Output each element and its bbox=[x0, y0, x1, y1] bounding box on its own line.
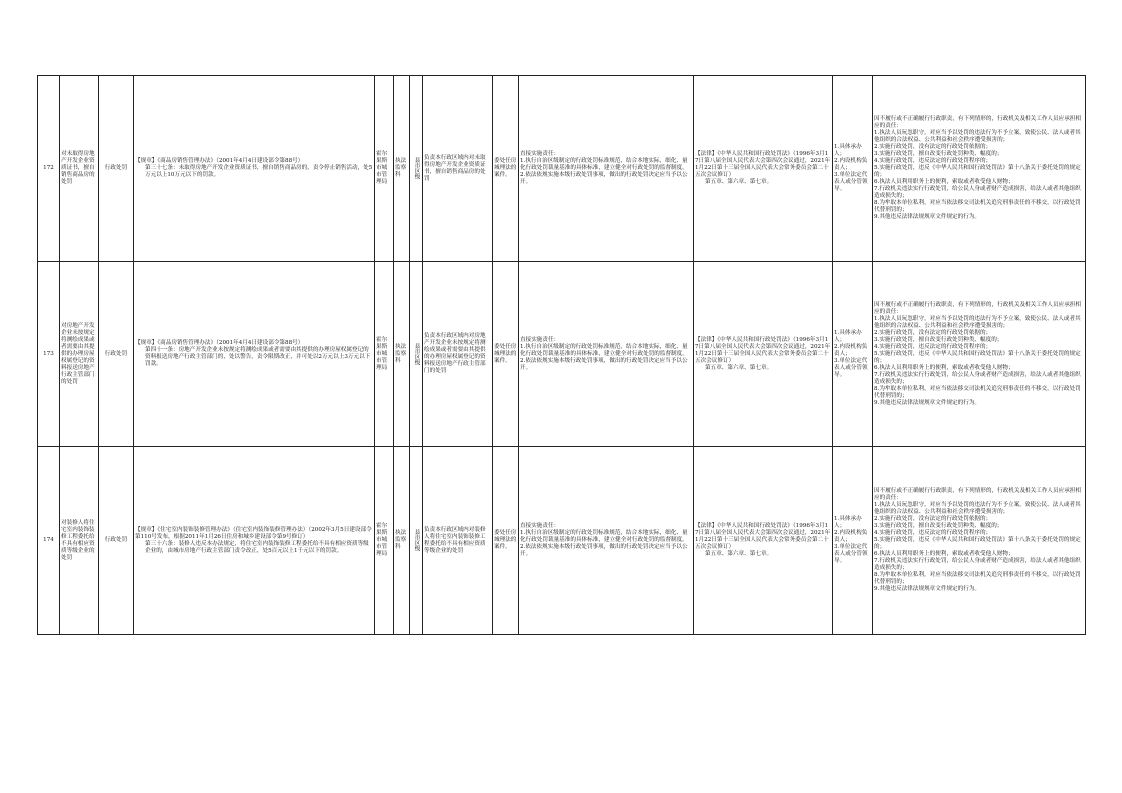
responsibility-scope: 负责本行政区域内对装修人将住宅室内装饰装修工程委托给不具有相应资质等级企业的处罚 bbox=[423, 447, 493, 635]
exercise-level: 县市区级 bbox=[410, 262, 423, 447]
row-number: 173 bbox=[38, 262, 60, 447]
internal-unit: 执法监察科 bbox=[394, 262, 410, 447]
duty-basis bbox=[694, 447, 833, 635]
exercise-level: 县市区级 bbox=[410, 447, 423, 635]
entrusted-unit: 委处任房城理法的案件。 bbox=[493, 262, 519, 447]
entrusted-unit: 委处任房城理法的案件。 bbox=[493, 76, 519, 262]
duty-basis-clause: 第五章、第六章、第七章。 bbox=[705, 551, 773, 557]
exercise-level: 县市区级 bbox=[410, 76, 423, 262]
table-row bbox=[38, 76, 1086, 262]
duty-basis bbox=[694, 76, 833, 262]
table-row bbox=[38, 447, 1086, 635]
legal-basis-clause: 第三十七条：未取得房地产开发企业资质证书，擅自销售商品房的，责令停止销售活动，处5万元以上10万元以下的罚款。 bbox=[145, 165, 373, 178]
item-name: 对装修人将住宅室内装饰装修工程委托给不具有相应资质等级企业的处罚 bbox=[60, 447, 99, 635]
entrusted-unit: 委处任房城理法的案件。 bbox=[493, 447, 519, 635]
responsibility-scope: 负责本行政区域内对未取得房地产开发企业资质证书，擅自销售商品房的处罚 bbox=[423, 76, 493, 262]
legal-basis bbox=[134, 76, 375, 262]
table-row bbox=[38, 262, 1086, 447]
implementation-duty: 直接实施责任： 1.执行自治区级制定的行政处罚标准规范，结合本地实际，细化、量化行政处罚裁量基准的具体标准，建立健全对行政处罚的监督制度。 2.依法依规实施本级行政处罚事项，做出的行政处罚决定应当予以公开。 bbox=[519, 262, 694, 447]
responsible-subject: 1.具体承办人； 2.内设机构负责人； 3.单位法定代表人或分管领导。 bbox=[833, 447, 873, 635]
legal-basis-heading: 【规章】《住宅室内装饰装修管理办法》（住宅室内装饰装修管理办法）（2002年3月5日建设部令第110号发布，根据2011年1月26日住房和城乡建设部令第9号修订） bbox=[135, 526, 372, 540]
power-list-table bbox=[37, 75, 1086, 635]
implementation-duty: 直接实施责任： 1.执行自治区级制定的行政处罚标准规范，结合本地实际，细化、量化行政处罚裁量基准的具体标准，建立健全对行政处罚的监督制度。 2.依法依规实施本级行政处罚事项，做出的行政处罚决定应当予以公开。 bbox=[519, 447, 694, 635]
accountability: 因不履行或不正确履行行政职责，有下列情形的，行政机关及相关工作人员应承担相应的责任： 1.执法人员玩忽职守，对应当予以处罚的违法行为不予立案，致使公民、法人或者其他组织的合法权益、公共利益和社会秩序遭受损害的； 2.实施行政处罚，没有法定的行政处罚依据的； 3.实施行政处罚，擅自改变行政处罚种类、幅度的； 4.实施行政处罚，违反法定的行政处罚程序的； 5.实施行政处罚，违反《中华人民共和国行政处罚法》第十八条关于委托处罚的规定的； 6.执法人员利用职务上的便利，索取或者收受他人财物； 7.行政机关违法实行行政处罚，给公民人身或者财产造成损害，给法人或者其他组织造成损失的； 8.为牟取本单位私利，对应当依法移交司法机关追究刑事责任的不移交，以行政处罚代替刑罚的； 9.其他违反法律法规规章文件规定的行为。 bbox=[873, 76, 1086, 262]
responsible-subject: 1.具体承办人； 2.内设机构负责人； 3.单位法定代表人或分管领导。 bbox=[833, 76, 873, 262]
row-number: 174 bbox=[38, 447, 60, 635]
implementation-duty: 直接实施责任： 1.执行自治区级制定的行政处罚标准规范，结合本地实际，细化、量化行政处罚裁量基准的具体标准，建立健全对行政处罚的监督制度。 2.依法依规实施本级行政处罚事项，做出的行政处罚决定应当予以公开。 bbox=[519, 76, 694, 262]
item-type: 行政处罚 bbox=[99, 262, 134, 447]
legal-basis-heading: 【规章】《商品房销售管理办法》（2001年4月4日建设部令第88号） bbox=[135, 158, 304, 164]
duty-basis-heading: 【法律】《中华人民共和国行政处罚法》（1996年3月17日第八届全国人民代表大会第四次会议通过，2021年1月22日第十三届全国人民代表大会常务委员会第二十五次会议修订） bbox=[695, 336, 831, 364]
item-type: 行政处罚 bbox=[99, 76, 134, 262]
internal-unit: 执法监察科 bbox=[394, 76, 410, 262]
duty-basis-clause: 第五章、第六章、第七章。 bbox=[705, 364, 773, 371]
item-type: 行政处罚 bbox=[99, 447, 134, 635]
item-name: 对未取得房地产开发企业资质证书，擅自销售商品房的处罚 bbox=[60, 76, 99, 262]
department: 霍尔果斯市城市管理局 bbox=[375, 447, 394, 635]
department: 霍尔果斯市城市管理局 bbox=[375, 76, 394, 262]
duty-basis-heading: 【法律】《中华人民共和国行政处罚法》（1996年3月17日第八届全国人民代表大会第四次会议通过，2021年1月22日第十三届全国人民代表大会常务委员会第二十五次会议修订） bbox=[695, 151, 831, 178]
accountability: 因不履行或不正确履行行政职责，有下列情形的，行政机关及相关工作人员应承担相应的责任： 1.执法人员玩忽职守，对应当予以处罚的违法行为不予立案，致使公民、法人或者其他组织的合法权益、公共利益和社会秩序遭受损害的； 2.实施行政处罚，没有法定的行政处罚依据的； 3.实施行政处罚，擅自改变行政处罚种类、幅度的； 4.实施行政处罚，违反法定的行政处罚程序的； 5.实施行政处罚，违反《中华人民共和国行政处罚法》第十八条关于委托处罚的规定的； 6.执法人员利用职务上的便利，索取或者收受他人财物； 7.行政机关违法实行行政处罚，给公民人身或者财产造成损害，给法人或者其他组织造成损失的； 8.为牟取本单位私利，对应当依法移交司法机关追究刑事责任的不移交，以行政处罚代替刑罚的； 9.其他违反法律法规规章文件规定的行为。 bbox=[873, 262, 1086, 447]
accountability: 因不履行或不正确履行行政职责，有下列情形的，行政机关及相关工作人员应承担相应的责任： 1.执法人员玩忽职守，对应当予以处罚的违法行为不予立案，致使公民、法人或者其他组织的合法权益、公共利益和社会秩序遭受损害的； 2.实施行政处罚，没有法定的行政处罚依据的； 3.实施行政处罚，擅自改变行政处罚种类、幅度的； 4.实施行政处罚，违反法定的行政处罚程序的； 5.实施行政处罚，违反《中华人民共和国行政处罚法》第十八条关于委托处罚的规定的； 6.执法人员利用职务上的便利，索取或者收受他人财物； 7.行政机关违法实行行政处罚，给公民人身或者财产造成损害，给法人或者其他组织造成损失的； 8.为牟取本单位私利，对应当依法移交司法机关追究刑事责任的不移交，以行政处罚代替刑罚的； 9.其他违反法律法规规章文件规定的行为。 bbox=[873, 447, 1086, 635]
duty-basis-heading: 【法律】《中华人民共和国行政处罚法》（1996年3月17日第八届全国人民代表大会第四次会议通过，2021年1月22日第十三届全国人民代表大会常务委员会第二十五次会议修订） bbox=[695, 523, 831, 550]
legal-basis-clause: 第四十一条：房地产开发企业未按规定将测绘成果或者需要由其提供的办理房屋权属登记的资料报送房地产行政主管部门的，处以警告，责令限期改正，并可处以2万元以上3万元以下罚款。 bbox=[145, 347, 371, 367]
duty-basis bbox=[694, 262, 833, 447]
legal-basis bbox=[134, 262, 375, 447]
duty-basis-clause: 第五章、第六章、第七章。 bbox=[705, 179, 773, 185]
internal-unit: 执法监察科 bbox=[394, 447, 410, 635]
legal-basis-heading: 【规章】《商品房销售管理办法》（2001年4月4日建设部令第88号） bbox=[135, 340, 304, 346]
row-number: 172 bbox=[38, 76, 60, 262]
legal-basis-clause: 第三十六条：装修人违反本办法规定，将住宅室内装饰装修工程委托给不具有相应资质等级企业的，由城市房地产行政主管部门责令改正，处5百元以上1千元以下的罚款。 bbox=[145, 540, 369, 554]
responsible-subject: 1.具体承办人； 2.内设机构负责人； 3.单位法定代表人或分管领导。 bbox=[833, 262, 873, 447]
item-name: 对房地产开发企业未按规定将测绘成果或者需要由其提供的办理房屋权属登记的资料报送房地产行政主管部门的处罚 bbox=[60, 262, 99, 447]
department: 霍尔果斯市城市管理局 bbox=[375, 262, 394, 447]
legal-basis bbox=[134, 447, 375, 635]
responsibility-scope: 负责本行政区域内对房地产开发企业未按规定将测绘成果或者需要由其提供的办理房屋权属登记的资料报送房地产行政主管部门的处罚 bbox=[423, 262, 493, 447]
